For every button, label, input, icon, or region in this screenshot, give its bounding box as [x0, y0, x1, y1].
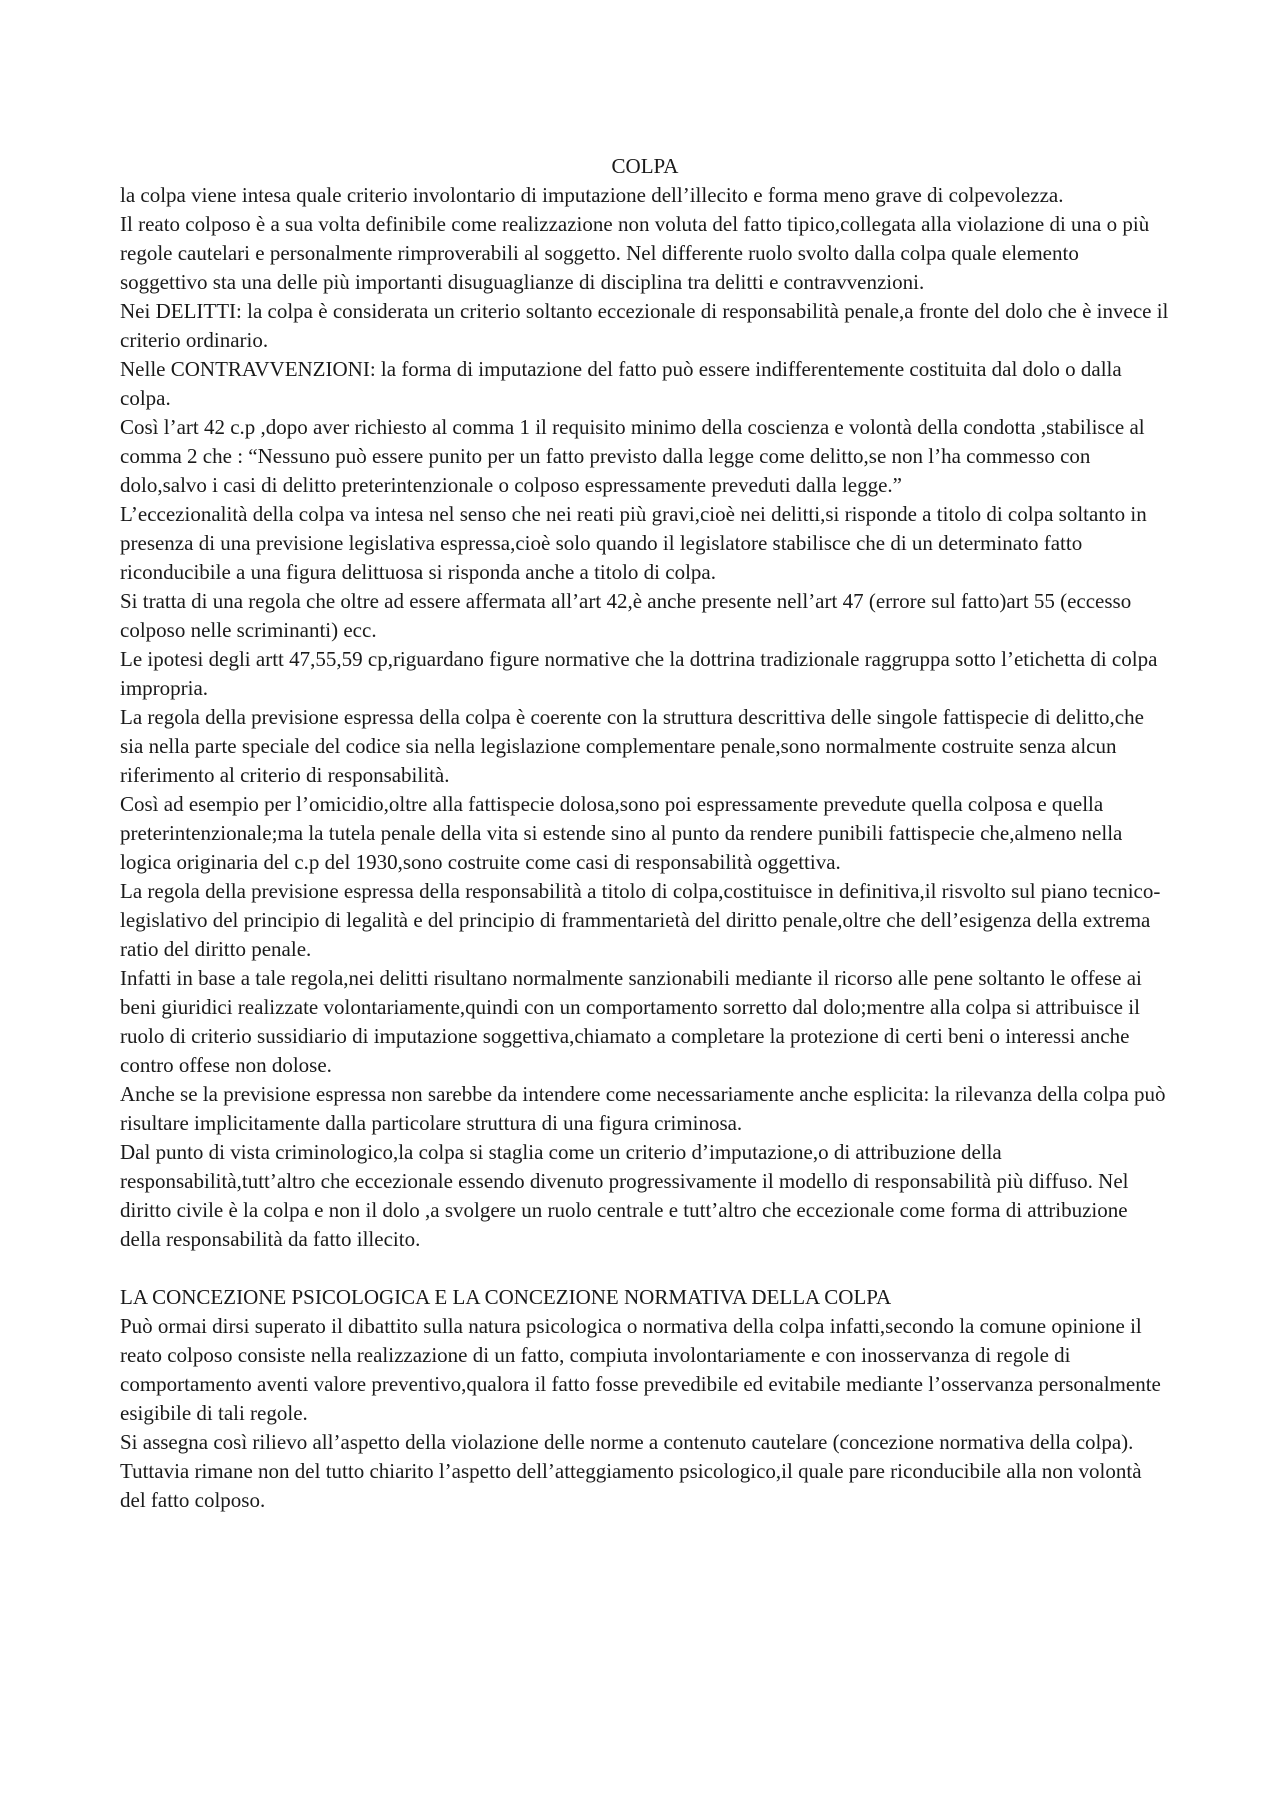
- paragraph: Anche se la previsione espressa non sarebbe da intendere come necessariamente anche esplicita: la rilevanza della colpa può risultare implicitamente dalla particolare struttura di una figura criminosa.: [120, 1082, 1166, 1135]
- paragraph: Può ormai dirsi superato il dibattito sulla natura psicologica o normativa della colpa infatti,secondo la comune opinione il reato colposo consiste nella realizzazione di un fatto, compiuta involontariamente e con inosservanza di regole di comportamento aventi valore preventivo,qualora il fatto fosse prevedibile ed evitabile mediante l’osservanza personalmente esigibile di tali regole.: [120, 1314, 1161, 1425]
- blank-line: [120, 1254, 1170, 1283]
- paragraph: Il reato colposo è a sua volta definibile come realizzazione non voluta del fatto tipico,collegata alla violazione di una o più regole cautelari e personalmente rimproverabili al soggetto. Nel differente ruolo svolto dalla colpa quale elemento soggettivo sta una delle più importanti disuguaglianze di disciplina tra delitti e contravvenzioni.: [120, 212, 1150, 294]
- paragraph: Si assegna così rilievo all’aspetto della violazione delle norme a contenuto cautelare (concezione normativa della colpa). Tuttavia rimane non del tutto chiarito l’aspetto dell’atteggiamento psicologico,il quale pare riconducibile alla non volontà del fatto colposo.: [120, 1430, 1142, 1512]
- paragraph: Le ipotesi degli artt 47,55,59 cp,riguardano figure normative che la dottrina tradizionale raggruppa sotto l’etichetta di colpa impropria.: [120, 647, 1158, 700]
- paragraph: Così ad esempio per l’omicidio,oltre alla fattispecie dolosa,sono poi espressamente prevedute quella colposa e quella preterintenzionale;ma la tutela penale della vita si estende sino al punto da rendere punibili fattispecie che,almeno nella logica originaria del c.p del 1930,sono costruite come casi di responsabilità oggettiva.: [120, 792, 1123, 874]
- paragraph: La regola della previsione espressa della responsabilità a titolo di colpa,costituisce in definitiva,il risvolto sul piano tecnico-legislativo del principio di legalità e del principio di frammentarietà del diritto penale,oltre che dell’esigenza della extrema ratio del diritto penale.: [120, 879, 1161, 961]
- paragraph: Si tratta di una regola che oltre ad essere affermata all’art 42,è anche presente nell’art 47 (errore sul fatto)art 55 (eccesso colposo nelle scriminanti) ecc.: [120, 589, 1132, 642]
- document-body: [120, 152, 1170, 1515]
- paragraph: Infatti in base a tale regola,nei delitti risultano normalmente sanzionabili mediante il ricorso alle pene soltanto le offese ai beni giuridici realizzate volontariamente,quindi con un comportamento sorretto dal dolo;mentre alla colpa si attribuisce il ruolo di criterio sussidiario di imputazione soggettiva,chiamato a completare la protezione di certi beni o interessi anche contro offese non dolose.: [120, 966, 1142, 1077]
- paragraph: Dal punto di vista criminologico,la colpa si staglia come un criterio d’imputazione,o di attribuzione della responsabilità,tutt’altro che eccezionale essendo divenuto progressivamente il modello di responsabilità più diffuso. Nel diritto civile è la colpa e non il dolo ,a svolgere un ruolo centrale e tutt’altro che eccezionale come forma di attribuzione della responsabilità da fatto illecito.: [120, 1140, 1129, 1251]
- paragraph: L’eccezionalità della colpa va intesa nel senso che nei reati più gravi,cioè nei delitti,si risponde a titolo di colpa soltanto in presenza di una previsione legislativa espressa,cioè solo quando il legislatore stabilisce che di un determinato fatto riconducibile a una figura delittuosa si risponda anche a titolo di colpa.: [120, 502, 1147, 584]
- paragraph: la colpa viene intesa quale criterio involontario di imputazione dell’illecito e forma meno grave di colpevolezza.: [120, 183, 1064, 207]
- paragraph: Così l’art 42 c.p ,dopo aver richiesto al comma 1 il requisito minimo della coscienza e volontà della condotta ,stabilisce al comma 2 che : “Nessuno può essere punito per un fatto previsto dalla legge come delitto,se non l’ha commesso con dolo,salvo i casi di delitto preterintenzionale o colposo espressamente preveduti dalla legge.”: [120, 415, 1145, 497]
- section-heading: LA CONCEZIONE PSICOLOGICA E LA CONCEZIONE NORMATIVA DELLA COLPA: [120, 1285, 892, 1309]
- paragraph: Nei DELITTI: la colpa è considerata un criterio soltanto eccezionale di responsabilità penale,a fronte del dolo che è invece il criterio ordinario.: [120, 299, 1169, 352]
- document-title: COLPA: [611, 154, 679, 178]
- paragraph: La regola della previsione espressa della colpa è coerente con la struttura descrittiva delle singole fattispecie di delitto,che sia nella parte speciale del codice sia nella legislazione complementare penale,sono normalmente costruite senza alcun riferimento al criterio di responsabilità.: [120, 705, 1144, 787]
- paragraph: Nelle CONTRAVVENZIONI: la forma di imputazione del fatto può essere indifferentemente costituita dal dolo o dalla colpa.: [120, 357, 1122, 410]
